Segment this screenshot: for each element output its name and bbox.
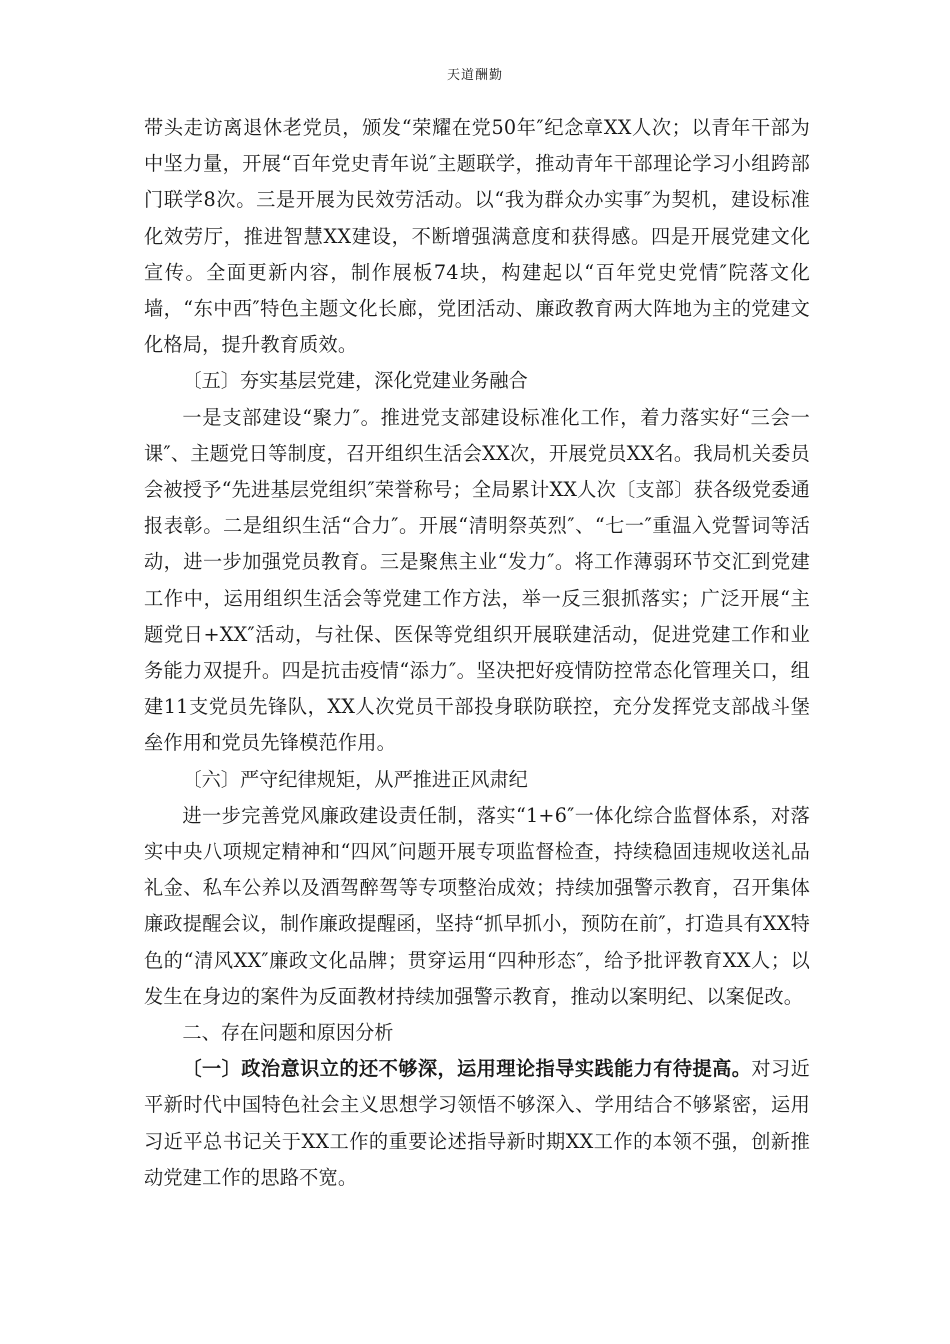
section-heading-5: 〔五〕夯实基层党建，深化党建业务融合: [182, 369, 528, 393]
paragraph-problem-1: [144, 1051, 810, 1196]
paragraph-continuation: 带头走访离退休老党员，颁发“荣耀在党50年″纪念章XX人次；以青年干部为中坚力量，开展“百年党史青年说″主题联学，推动青年干部理论学习小组跨部门联学8次。三是开展为民效劳活动。以“我为群众办实事″为契机，建设标准化效劳厅，推进智慧XX建设，不断增强满意度和获得感。四是开展党建文化宣传。全面更新内容，制作展板74块，构建起以“百年党史党情″院落文化墙，“东中西″特色主题文化长廊，党团活动、廉政教育两大阵地为主的党建文化格局，提升教育质效。: [144, 116, 810, 357]
paragraph-branch-building: 一是支部建设“聚力″。推进党支部建设标准化工作，着力落实好“三会一课″、主题党日等制度，召开组织生活会XX次，开展党员XX名。我局机关委员会被授予“先进基层党组织″荣誉称号；全局累计XX人次〔支部〕获各级党委通报表彰。二是组织生活“合力″。开展“清明祭英烈″、“七一″重温入党誓词等活动，进一步加强党员教育。三是聚焦主业“发力″。将工作薄弱环节交汇到党建工作中，运用组织生活会等党建工作方法，举一反三狠抓落实；广泛开展“主题党日+XX″活动，与社保、医保等党组织开展联建活动，促进党建工作和业务能力双提升。四是抗击疫情“添力″。坚决把好疫情防控常态化管理关口，组建11支党员先锋队，XX人次党员干部投身联防联控，充分发挥党支部战斗堡垒作用和党员先锋模范作用。: [144, 405, 810, 755]
problem-1-text: 对习近平新时代中国特色社会主义思想学习领悟不够深入、学用结合不够紧密，运用习近平总书记关于XX工作的重要论述指导新时期XX工作的本领不强，创新推动党建工作的思路不宽。: [144, 1057, 810, 1189]
problem-1-lead: 〔一〕政治意识立的还不够深，运用理论指导实践能力有待提高。: [182, 1057, 752, 1081]
document-body: [144, 110, 810, 1196]
chapter-heading-2: 二、存在问题和原因分析: [182, 1021, 394, 1045]
section-heading-6: 〔六〕严守纪律规矩，从严推进正风肃纪: [182, 767, 528, 791]
paragraph-discipline: 进一步完善党风廉政建设责任制，落实“1+6″一体化综合监督体系，对落实中央八项规定精神和“四风″问题开展专项监督检查，持续稳固违规收送礼品礼金、私车公养以及酒驾醉驾等专项整治成效；持续加强警示教育，召开集体廉政提醒会议，制作廉政提醒函，坚持“抓早抓小，预防在前″，打造具有XX特色的“清风XX″廉政文化品牌；贯穿运用“四种形态″，给予批评教育XX人；以发生在身边的案件为反面教材持续加强警示教育，推动以案明纪、以案促改。: [144, 803, 810, 1008]
page-header: 天道酬勤: [446, 68, 503, 83]
